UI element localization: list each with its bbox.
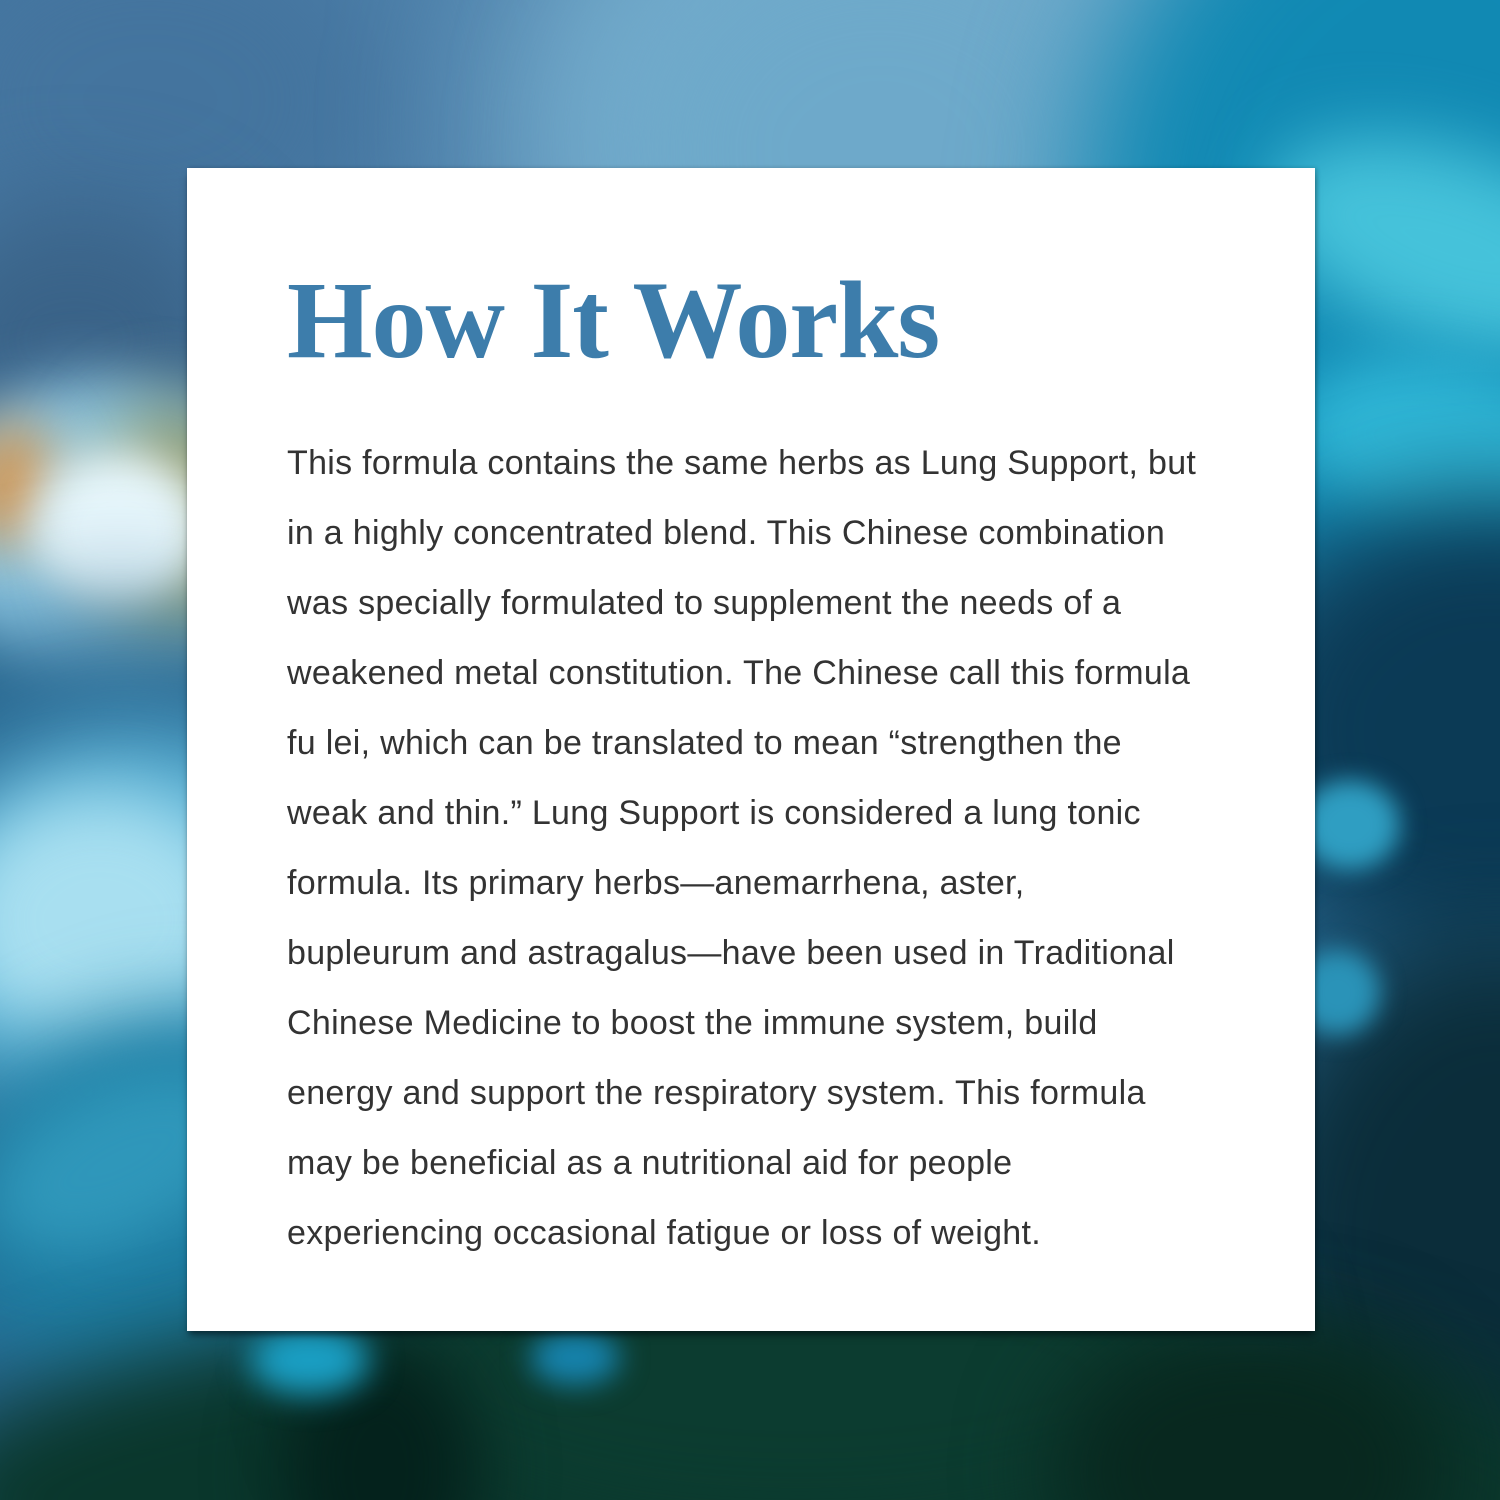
body-line: This formula contains the same herbs as Lung Support, but [287, 444, 1197, 482]
body-line: energy and support the respiratory system. This formula [287, 1074, 1146, 1112]
body-line: experiencing occasional fatigue or loss of weight. [287, 1214, 1041, 1252]
body-paragraph [287, 428, 1317, 1268]
content-card [187, 168, 1315, 1331]
bg-droplet-glow-2 [530, 1330, 620, 1385]
bg-blob-droplet-highlight [30, 450, 210, 610]
section-title: How It Works [287, 259, 940, 381]
body-line: bupleurum and astragalus—have been used in Traditional [287, 934, 1175, 972]
body-line: was specially formulated to supplement the needs of a [287, 584, 1122, 622]
body-line: formula. Its primary herbs—anemarrhena, aster, [287, 864, 1025, 902]
body-line: weak and thin.” Lung Support is considered a lung tonic [287, 794, 1141, 832]
body-line: may be beneficial as a nutritional aid for people [287, 1144, 1013, 1182]
bg-droplet-glow-1 [250, 1325, 370, 1395]
body-line: in a highly concentrated blend. This Chinese combination [287, 514, 1166, 552]
body-line: fu lei, which can be translated to mean “strengthen the [287, 724, 1122, 762]
body-line: weakened metal constitution. The Chinese call this formula [287, 654, 1191, 692]
body-line: Chinese Medicine to boost the immune system, build [287, 1004, 1098, 1042]
